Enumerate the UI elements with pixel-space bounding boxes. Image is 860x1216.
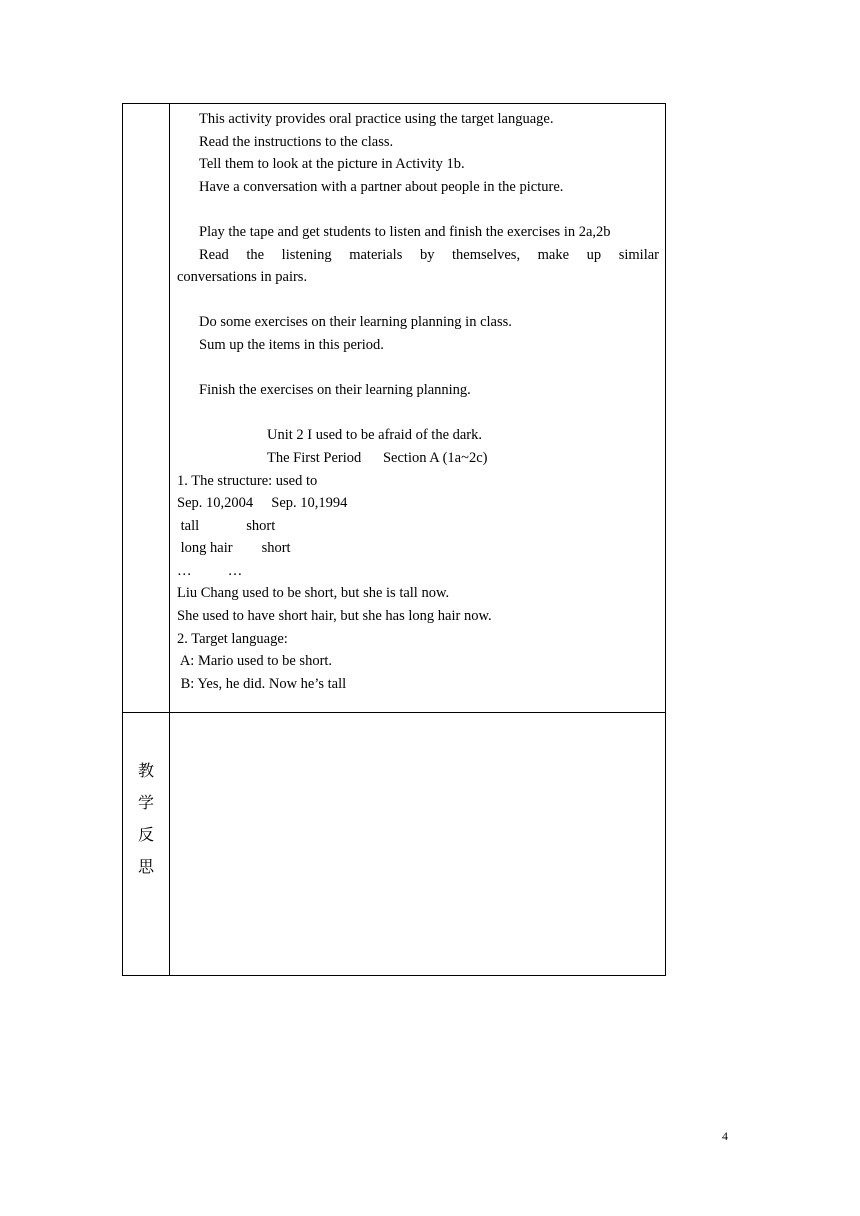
text-line: conversations in pairs. [177,269,308,286]
blank-line [177,198,659,221]
lesson-label-cell [123,104,170,713]
label-char: 反 [137,825,154,844]
board-line: Sep. 10,2004 Sep. 10,1994 [177,495,348,512]
word: Read [199,246,229,263]
word: similar [618,246,659,263]
justified-text-line [177,244,659,267]
board-line: long hair short [177,540,291,557]
word: materials [349,246,403,263]
board-line: A: Mario used to be short. [177,653,333,670]
text-line: Have a conversation with a partner about people in the picture. [199,178,564,195]
label-char: 学 [137,793,154,812]
word: make [537,246,570,263]
word: the [246,246,265,263]
label-char: 思 [137,857,154,876]
text-line: Sum up the items in this period. [199,336,384,353]
word: up [586,246,602,263]
board-line: … … [177,562,243,579]
reflection-content-cell [170,713,666,976]
board-line: She used to have short hair, but she has long hair now. [177,608,492,625]
lesson-table [122,103,666,976]
text-line: Play the tape and get students to listen and finish the exercises in 2a,2b [199,223,611,240]
reflection-label-cell [123,713,170,976]
board-line: B: Yes, he did. Now he’s tall [177,675,347,692]
blank-line [177,289,659,312]
text-line: This activity provides oral practice using the target language. [199,111,554,127]
reflection-row [123,713,666,976]
board-line: Liu Chang used to be short, but she is tall now. [177,585,450,602]
lesson-content-cell [170,104,666,713]
lesson-row [123,104,666,713]
text-line: Read the instructions to the class. [199,133,394,150]
text-line: Tell them to look at the picture in Activity 1b. [199,156,465,173]
label-char: 教 [137,761,154,780]
unit-title: Unit 2 I used to be afraid of the dark. [267,427,483,444]
period-title: The First Period Section A (1a~2c) [267,449,488,466]
blank-line [177,402,659,425]
page-number: 4 [722,1129,728,1143]
reflection-label [123,755,169,883]
word: listening [281,246,332,263]
blank-line [177,357,659,380]
board-line: 1. The structure: used to [177,472,318,489]
text-line: Do some exercises on their learning planning in class. [199,314,512,331]
word: themselves, [452,246,521,263]
word: by [419,246,435,263]
text-line: Finish the exercises on their learning planning. [199,382,471,399]
board-line: 2. Target language: [177,630,288,647]
board-line: tall short [177,517,276,534]
